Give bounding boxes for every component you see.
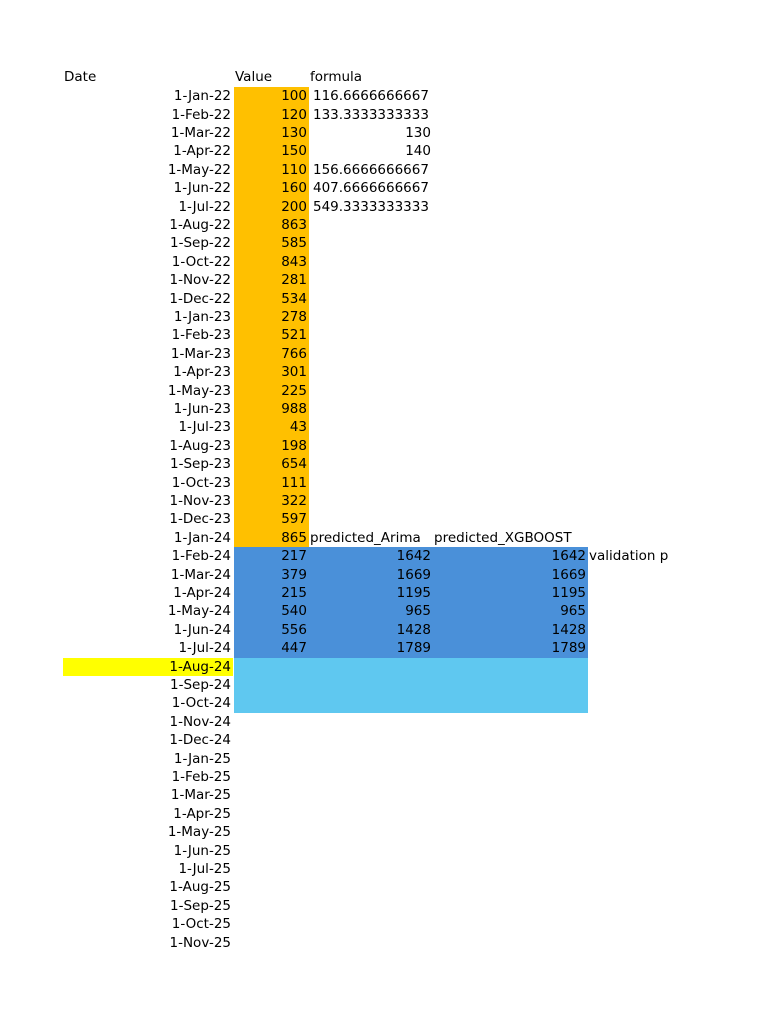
predicted-xgboost-cell[interactable]: 1642 [433,547,588,565]
value-cell[interactable]: 379 [234,566,309,584]
header-predicted-xgboost[interactable]: predicted_XGBOOST [434,529,572,546]
header-predicted-arima[interactable]: predicted_Arima [310,529,421,546]
formula-cell[interactable]: 156.6666666667 [313,161,429,178]
value-cell[interactable]: 200 [234,198,309,216]
date-cell[interactable]: 1-Sep-24 [170,677,231,693]
value-cell[interactable]: 322 [234,492,309,510]
date-cell[interactable]: 1-Aug-23 [169,437,231,454]
formula-cell[interactable]: 140 [405,143,431,160]
date-cell[interactable]: 1-Dec-23 [169,511,231,528]
date-cell[interactable]: 1-Aug-22 [169,217,231,233]
date-cell[interactable]: 1-May-25 [167,824,231,841]
value-cell[interactable]: 217 [234,547,309,565]
date-cell[interactable]: 1-Sep-23 [170,456,231,473]
formula-cell[interactable]: 407.6666666667 [313,180,429,197]
predicted-arima-cell[interactable]: 1669 [309,566,433,584]
date-cell[interactable]: 1-Jun-25 [173,842,231,859]
date-cell[interactable]: 1-Aug-25 [169,879,231,896]
header-value[interactable]: Value [235,69,273,85]
formula-cell[interactable]: 130 [405,125,431,141]
formula-cell[interactable]: 116.6666666667 [313,88,429,105]
date-cell[interactable]: 1-Sep-22 [170,235,231,252]
date-cell[interactable]: 1-Mar-23 [170,345,231,362]
predicted-xgboost-cell[interactable]: 965 [433,602,588,620]
date-cell[interactable]: 1-Apr-23 [173,364,231,381]
value-cell[interactable]: 130 [234,124,309,142]
forecast-empty-cell[interactable] [234,658,309,676]
predicted-xgboost-cell[interactable]: 1428 [433,621,588,639]
value-cell[interactable]: 100 [234,87,309,105]
date-cell[interactable]: 1-Feb-22 [171,106,231,123]
date-cell[interactable]: 1-Nov-25 [169,934,231,951]
date-cell[interactable]: 1-Aug-24 [63,658,233,676]
date-cell[interactable]: 1-Feb-24 [171,548,231,565]
date-cell[interactable]: 1-Feb-25 [171,769,231,785]
date-cell[interactable]: 1-May-22 [167,161,231,178]
date-cell[interactable]: 1-Jan-22 [173,88,231,105]
date-cell[interactable]: 1-Oct-22 [171,253,231,270]
predicted-arima-cell[interactable]: 1428 [309,621,433,639]
value-cell[interactable]: 110 [234,161,309,179]
predicted-xgboost-cell[interactable]: 1195 [433,584,588,602]
date-cell[interactable]: 1-Oct-25 [171,916,231,933]
date-cell[interactable]: 1-Sep-25 [170,897,231,914]
forecast-empty-cell[interactable] [309,676,433,694]
validation-label-cell[interactable]: validation p [589,548,669,565]
forecast-empty-cell[interactable] [309,694,433,712]
date-cell[interactable]: 1-Mar-22 [170,125,231,141]
value-cell[interactable]: 654 [234,455,309,473]
value-cell[interactable]: 843 [234,253,309,271]
value-cell[interactable]: 540 [234,602,309,620]
predicted-arima-cell[interactable]: 1195 [309,584,433,602]
date-cell[interactable]: 1-Jul-22 [178,198,231,215]
date-cell[interactable]: 1-Jul-23 [178,419,231,436]
date-cell[interactable]: 1-Jun-24 [173,621,231,638]
value-cell[interactable]: 534 [234,290,309,308]
date-cell[interactable]: 1-Oct-23 [171,474,231,491]
value-cell[interactable]: 215 [234,584,309,602]
value-cell[interactable]: 521 [234,326,309,344]
date-cell[interactable]: 1-Jul-24 [178,640,231,657]
predicted-arima-cell[interactable]: 1642 [309,547,433,565]
value-cell[interactable]: 865 [234,529,309,547]
date-cell[interactable]: 1-Nov-23 [169,493,231,509]
forecast-empty-cell[interactable] [234,694,309,712]
date-cell[interactable]: 1-Jan-23 [173,309,231,325]
value-cell[interactable]: 556 [234,621,309,639]
formula-cell[interactable]: 133.3333333333 [313,106,429,123]
date-cell[interactable]: 1-Mar-24 [170,566,231,583]
value-cell[interactable]: 111 [234,474,309,492]
date-cell[interactable]: 1-Apr-22 [173,143,231,160]
date-cell[interactable]: 1-Dec-22 [169,290,231,307]
value-cell[interactable]: 281 [234,271,309,289]
date-cell[interactable]: 1-Jun-23 [173,401,231,417]
predicted-xgboost-cell[interactable]: 1669 [433,566,588,584]
date-cell[interactable]: 1-Feb-23 [171,327,231,344]
forecast-empty-cell[interactable] [433,676,588,694]
date-cell[interactable]: 1-May-24 [167,603,231,620]
date-cell[interactable]: 1-Mar-25 [170,787,231,804]
date-cell[interactable]: 1-Apr-24 [173,585,231,601]
value-cell[interactable]: 597 [234,510,309,528]
date-cell[interactable]: 1-Jan-24 [173,529,231,546]
date-cell[interactable]: 1-Oct-24 [171,695,231,712]
date-cell[interactable]: 1-Jun-22 [173,180,231,197]
date-cell[interactable]: 1-Nov-24 [169,713,231,730]
value-cell[interactable]: 198 [234,437,309,455]
forecast-empty-cell[interactable] [433,694,588,712]
value-cell[interactable]: 278 [234,308,309,326]
value-cell[interactable]: 988 [234,400,309,418]
header-formula[interactable]: formula [310,69,363,85]
forecast-empty-cell[interactable] [234,676,309,694]
predicted-xgboost-cell[interactable]: 1789 [433,639,588,657]
value-cell[interactable]: 766 [234,345,309,363]
value-cell[interactable]: 43 [234,418,309,436]
predicted-arima-cell[interactable]: 1789 [309,639,433,657]
value-cell[interactable]: 447 [234,639,309,657]
date-cell[interactable]: 1-Nov-22 [169,272,231,289]
date-cell[interactable]: 1-Jul-25 [178,861,231,877]
date-cell[interactable]: 1-May-23 [167,382,231,399]
value-cell[interactable]: 585 [234,234,309,252]
value-cell[interactable]: 160 [234,179,309,197]
formula-cell[interactable]: 549.3333333333 [313,198,429,215]
date-cell[interactable]: 1-Jan-25 [173,750,231,767]
value-cell[interactable]: 301 [234,363,309,381]
date-cell[interactable]: 1-Dec-24 [169,732,231,749]
value-cell[interactable]: 120 [234,106,309,124]
header-date[interactable]: Date [64,69,97,85]
forecast-empty-cell[interactable] [309,658,433,676]
forecast-empty-cell[interactable] [433,658,588,676]
value-cell[interactable]: 863 [234,216,309,234]
value-cell[interactable]: 225 [234,382,309,400]
date-cell[interactable]: 1-Apr-25 [173,805,231,822]
value-cell[interactable]: 150 [234,142,309,160]
predicted-arima-cell[interactable]: 965 [309,602,433,620]
